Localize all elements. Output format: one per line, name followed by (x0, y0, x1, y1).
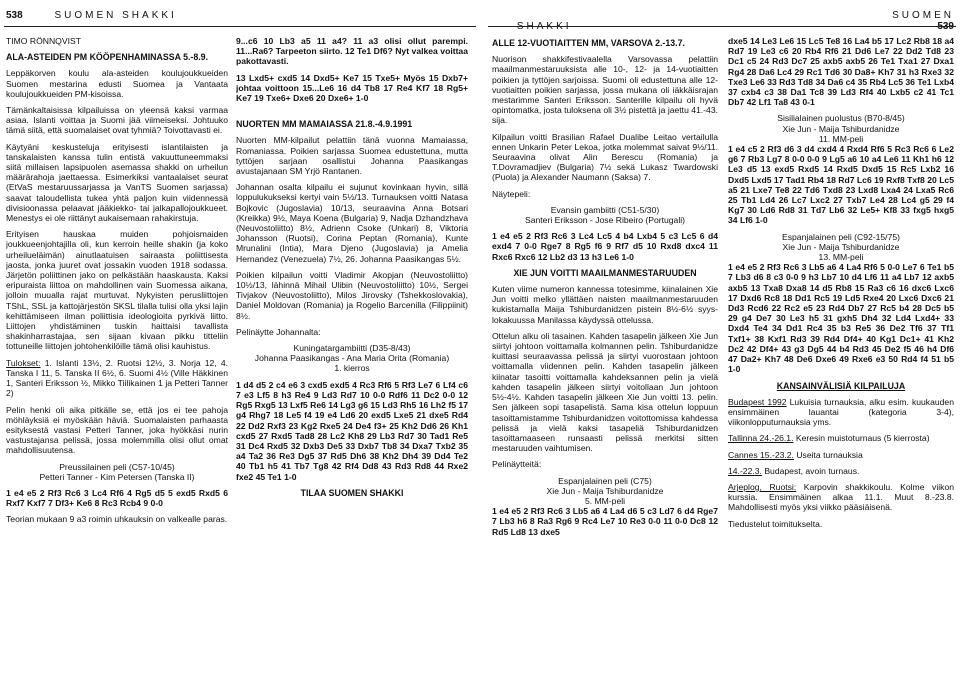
article-title: ALA-ASTEIDEN PM KÖÖPENHAMINASSA 5.-8.9. (6, 52, 209, 63)
paragraph: Leppäkorven koulu ala-asteiden koulujoukkueiden Suomen mestarina edusti Suomea ja Vantaata koulujoukkueiden PM-kisoissa. (6, 68, 228, 99)
game-title: Preussilainen peli (C57-10/45) (59, 461, 175, 472)
paragraph: Johannan osalta kilpailu ei sujunut kovinkaan hyvin, sillä loppulukukseksi kertyi vain 5½/13. Turnauksen voitti Natasa Bojkovic (Jugoslavia) 10/13, seuraavina Anna Botsari (Kreikka) 9½, Maya Koena (Bulgaria) 9, Nadja Dzhandzhava (Neuvostoliitto) 8½, Adrienn Csoke (Unkari) 8, Viktoria Johansson (Ruotsi), Corina Peptan (Romania), Kunte Mrunalini (Intia), Mara Djeno (Jugoslavia) ja Amelia Hernandez (Venezuela) 7½, 26. Johanna Paasikangas 5½. (236, 182, 468, 264)
game-round: 1. kierros (334, 363, 370, 374)
tournament-label: Tallinna 24.-26.1. (728, 433, 794, 444)
game-title: Espanjalainen peli (C92-15/75) (781, 231, 900, 242)
paragraph: Kilpailun voitti Brasilian Rafael Dualibe Leitao vertailulla ennen Unkarin Peter Lekoa, jotka molemmat saivat 9½/11. Seuraavina olivat Alin Berescu (Romania) ja T.Dovramadjiev (Bulgaria) 7½ sekä Lukasz Twardowski (Puola) ja Alexander Naumann (Saksa) 7. (492, 131, 718, 183)
game-players: Santeri Eriksson - Jose Ribeiro (Portugali) (525, 215, 685, 226)
tournament-text: Lukuisia turnauksia, alku esim. kuukauden ensimmäinen lauantai (kategoria 3-4), viikonlopputurnauksia yms. (728, 396, 954, 428)
annotation: Teorian mukaan 9 a3 roimin uhkauksin on valkealle paras. (6, 514, 228, 525)
game-round: 11. MM-peli (818, 133, 864, 144)
left-header-rule (4, 26, 476, 27)
right-header-rule (488, 26, 956, 27)
tournament-text: Budapest, avoin turnaus. (764, 465, 860, 476)
article-title: XIE JUN VOITTI MAAILMANMESTARUUDEN (513, 267, 697, 278)
results-label: Tulokset: (6, 357, 41, 368)
game-title: Kuningatargambiitti (D35-8/43) (293, 343, 411, 354)
column-1 (6, 36, 228, 696)
paragraph: Kuten viime numeron kannessa totesimme, kiinalainen Xie Jun voitti melko yllättäen naisten maailmanmestaruuden kukistamalla Maija Tshiburdanidzen pistein 8½-6½ syys-lokakuussa Manilassa käydyssä ottelussa. (492, 284, 718, 325)
game-players: Xie Jun - Maija Tshiburdanidze (782, 241, 900, 252)
right-running-title: SUOMEN (892, 10, 954, 21)
tournament-text: Karpovin shakkikoulu. Kolme viikon kurssia. Ensimmäinen alkaa 11.1. Muut 8.-23.8. Mahdollisesti myös yksi viikko pääsiäisenä. (728, 481, 954, 513)
game-round: 13. MM-peli (818, 252, 864, 263)
subscribe-footer: TILAA SUOMEN SHAKKI (300, 487, 404, 498)
game-players: Xie Jun - Maija Tshiburdanidze (782, 123, 900, 134)
tournament-label: 14.-22.3. (728, 465, 762, 476)
played-label: Pelinäytte Johannalta: (236, 326, 321, 337)
tournament-text: Useita turnauksia (796, 449, 863, 460)
article-title: NUORTEN MM MAMAIASSA 21.8.-4.9.1991 (236, 119, 413, 130)
column-3 (492, 36, 718, 696)
game-moves: 1 e4 e5 2 Rf3 Rc6 3 Lc4 Rf6 4 Rg5 d5 5 exd5 Rxd5 6 Rxf7 Kxf7 7 Df3+ Ke6 8 Rc3 Rcb4 9 0-0 (6, 487, 228, 509)
game-players: Xie Jun - Maija Tshiburdanidze (546, 485, 664, 496)
paragraph: Nuorten MM-kilpailut pelattiin tänä vuonna Mamaiassa, Romaniassa. Poikien sarjassa Suomea edustettuna, mutta tyttöjen sarjaan osallistui Johanna Paasikangas avustajanaan SM Yrjö Rantanen. (236, 135, 468, 177)
game-moves: 9...c6 10 Lb3 a5 11 a4? 11 a3 olisi ollut parempi. 11...Ra6? Tarpeeton siirto. 12 Te1 Df6? Nyt valkea voittaa pakottavasti. (236, 36, 468, 67)
tournament-label: Budapest 1992 (728, 396, 787, 407)
tournament-item (728, 466, 954, 476)
tournament-label: Arjeplog, Ruotsi: (728, 481, 797, 492)
paragraph: Poikien kilpailun voitti Vladimir Akopjan (Neuvostoliitto) 10½/13, lähinnä Mihail Ulibin (Neuvostoliitto) 10½, Sergei Tivjakov (Neuvostoliitto), Milos Jirovsky (Tshekkoslovakia), Daniel Moldovan (Romania) ja Rogelio Barcenilla (Filippiinit) 8½. (236, 269, 468, 321)
played-label: Pelinäytteitä: (492, 459, 542, 470)
game-moves: 1 e4 e5 2 Rf3 Rc6 3 Lc4 Lc5 4 b4 Lxb4 5 c3 Lc5 6 d4 exd4 7 0-0 Rge7 8 Rg5 f6 9 Rf7 d5 10 Rxd8 dxc4 11 Rxc6 Rxc6 12 Lb2 d3 13 h3 Le6 1-0 (492, 231, 718, 262)
article-title: ALLE 12-VUOTIAITTEN MM, VARSOVA 2.-13.7. (492, 38, 685, 48)
results-text: 1. Islanti 13½, 2. Ruotsi 12½, 3. Norja 12, 4. Tanska I 11, 5. Tanska II 6½, 6. Suomi 4½ (Ville Häkkinen 1, Santeri Eriksson ½, Mikko Tiilikainen 1 ja Petteri Tanner 2) (6, 357, 228, 399)
paragraph: Tämänkaltaisissa kilpailuissa on yleensä kaksi varmaa asiaa. Islanti voittaa ja Suomi jää viimeiseksi. Johtuuko tämä siitä, että suomalaiset ovat tyhmiä? Toivottavasti ei. (6, 105, 228, 136)
game-players: Petteri Tanner - Kim Petersen (Tanska II) (39, 471, 195, 482)
tournament-text: Keresin muistoturnaus (5 kierrosta) (795, 433, 930, 444)
game-moves: 13 Lxd5+ cxd5 14 Dxd5+ Ke7 15 Txe5+ Myös 15 Dxb7+ johtaa voittoon 15...Le6 16 d4 Tb8 17 Re4 Kf7 18 Rg5+ Ke7 19 Txe6+ Dxe6 20 Dxe6+ 1-0 (236, 72, 468, 104)
game-title: Evansin gambiitti (C51-5/30) (550, 204, 660, 215)
left-page-header (6, 10, 476, 24)
tournament-item (728, 482, 954, 513)
game-moves: 1 e4 e5 2 Rf3 Rc6 3 Lb5 a6 4 La4 d6 5 c3 Ld7 6 d4 Rge7 7 Lb3 h6 8 Ra3 Rg6 9 Rc4 Le7 10 Re3 0-0 11 0-0 Dc8 12 Rd5 Ld8 13 dxe5 (492, 506, 718, 537)
game-moves: 1 e4 c5 2 Rf3 d6 3 d4 cxd4 4 Rxd4 Rf6 5 Rc3 Rc6 6 Le2 g6 7 Rb3 Lg7 8 0-0 0-0 9 Lg5 a6 10 a4 Le6 11 Kh1 h6 12 Le3 d5 13 exd5 Rxd5 14 Rxd5 Dxd5 15 Rc5 Lxb2 16 Dxd5 Lxd5 17 Tad1 Rb4 18 Rd7 Lc6 19 Rxf8 Txf8 20 Lc5 a5 21 Lxe7 Te8 22 Td6 Txd8 23 Lxd8 Lxa4 24 Lxa5 Rc6 25 Tb1 Ld4 26 Lc7 Lxc2 27 Txb7 Le4 28 Lc4 g5 29 f4 Kg7 30 Ld6 Rd8 31 Td7 Lb6 32 Le5+ Kf8 33 fxg5 hxg5 34 Lf6 1-0 (728, 144, 954, 226)
article-author: TIMO RÖNNQVIST (6, 36, 81, 46)
game-players: Johanna Paasikangas - Ana Maria Orita (Romania) (254, 353, 450, 364)
paragraph: Nuorison shakkifestivaalella Varsovassa pelattiin maailmanmestaruuksista alle 10-, 12- ja 14-vuotiaitten poikien ja tyttöjen sarjoissa. Suomi oli edustettuna alle 12-vuotiaitten poikien sarjassa, jossa mukana oli iäkkäisrajan mestarimme Santeri Eriksson. Santerille kilpailu oli hyvä opintomatka, josta tuloksena oli 3½ pistettä ja jaettu 41.-43. sija. (492, 54, 718, 126)
game-moves: dxe5 14 Le3 Le6 15 Lc5 Te8 16 La4 b5 17 Lc2 Rb8 18 a4 Rd7 19 Le3 c6 20 Rb4 Rf6 21 Dd6 Le7 22 Dd2 Td8 23 Dc1 c5 24 Rd3 Dc7 25 axb5 axb5 26 Te1 Txa1 27 Dxa1 Rg4 28 Da6 Lc4 29 Rc1 Td6 30 Da8+ Kh7 31 h3 Rxe3 32 Txe3 Le6 33 Rd3 Td8 34 Da6 c4 35 Rb4 Lc5 36 Te1 Lxb4 37 cxb4 c3 38 Da1 Tc8 39 Ld3 Rf4 40 Lxb5 c2 41 Tc1 Db7 42 Lf1 Ta8 43 0-1 (728, 36, 954, 108)
results-paragraph (6, 358, 228, 399)
paragraph: Käytyäni keskusteluja erityisesti islantilaisten ja tanskalaisten kanssa tulin entistä vakuuttuneemmaksi siitä millaisen lapsipuolen asemassa shakki on urheilun määrärahoja jaettaessa. Esimerkiksi vantaalaiset seurat (EtVaS mestaruussarjassa ja VanTS Suomen sarjassa) saavat taloudellista tukea yhtä paljon kuin viidennessä divisioonassa pelaavat jääkiekko- tai jalkapallojoukkueet. Menestys ei ole riittänyt aukaisemaan rahakirstuja. (6, 141, 228, 224)
tournament-item (728, 450, 954, 460)
game-round: 5. MM-peli (584, 495, 626, 506)
column-2 (236, 36, 468, 696)
left-running-title: SUOMEN SHAKKI (54, 10, 177, 21)
right-page-header (490, 10, 954, 24)
tournament-item (728, 433, 954, 443)
left-page-number: 538 (6, 10, 23, 21)
game-moves: 1 d4 d5 2 c4 e6 3 cxd5 exd5 4 Rc3 Rf6 5 Rf3 Le7 6 Lf4 c6 7 e3 Lf5 8 h3 Re4 9 Ld3 Rd7 10 0-0 Rdf6 11 Dc2 0-0 12 Rg5 Rxg5 13 Lxf5 Re6 14 Lg3 g6 15 Ld3 Rh5 16 Lh2 f5 17 g4 Rhg7 18 Le5 f4 19 e4 Ld6 20 exd5 Lxe5 21 dxe5 Rd4 22 Dd2 Rxf3 23 Kg2 Rxe5 24 De4 f3+ 25 Kh2 Dd6 26 Kh1 cxd5 27 Rxd5 Tad8 28 Lc2 Kh8 29 Lb3 Rd7 30 Tad1 Re5 31 Dc4 Rxd5 32 Dxb3 De5 33 Dxb7 Tb8 34 Dxa7 Txb2 35 a4 Ta2 36 Re3 Dg5 37 Rd5 Dh6 38 Kh2 Dh4 39 Dd4 Te2 40 Tb1 h5 41 Tb7 Tg8 42 Rf4 Dd8 43 Rd3 Rd8 44 Rxe2 fxe2 45 Te1 1-0 (236, 379, 468, 482)
paragraph: Ottelun alku oli tasainen. Kahden tasapelin jälkeen Xie Jun siirtyi johtoon voittamalla kolmannen pelin. Tshiburdanidze kuittasi seuraavassa pelissä ja siirtyi vuorostaan johtoon voittamalla viidennen pelin. Kahden tasapelin jälkeen kiinatar tasoitti voittamalla kahdeksannen pelin ja vielä kahden tasapelin jälkeen siirtyi voitollaan Jun johtoon 5½-4½. Kahden tasapelin jälkeen Xie Jun voitti 13. pelin. Sen jälkeen sopi tasapelistä. Sama kisa ottelun loppuun tasoittamistamme Tshiburdanidzen voitottomissa kahdessa pelissä ja vielä kaksi tasapeliä Tshiburdanidzen tasoittamaaseen runsaasti pelissä merkitsi sitten mestaruuden vaihtumisen. (492, 330, 718, 454)
game-title: Sisilialainen puolustus (B70-8/45) (777, 113, 905, 124)
game-moves: 1 e4 e5 2 Rf3 Rc6 3 Lb5 a6 4 La4 Rf6 5 0-0 Le7 6 Te1 b5 7 Lb3 d6 8 c3 0-0 9 h3 Lb7 10 d4 Lf6 11 a4 Lb7 12 axb5 axb5 13 Txa8 Dxa8 14 d5 Rb8 15 Ra3 c6 16 dxc6 Lxc6 17 Dxd6 Rc8 18 Dd1 Rc5 19 Ld5 Rxe4 20 Lxc6 Dxc6 21 Dd3 Rcd6 22 Rc2 e5 23 Rd4 Db7 27 Rc5 b4 28 Dc5 b5 29 g4 De7 30 Le3 h5 31 gxh5 Dh4 32 Ld4 Lxd4+ 33 Dxd4 Te4 34 Dd1 Rc4 35 b3 Re5 36 De2 Tf6 37 Tf1 Txf1+ 38 Kxf1 Rd3 39 Rd4 Df4+ 40 Kg1 Dc1+ 41 Kh2 Dc2 42 Df4+ 43 g3 Dg5 44 b4 Rd3 45 De2 f5 46 h4 Df6 47 Da2+ Kh7 48 De6 Dxe6 49 Rxe6 e3 50 Rd4 f4 51 b5 1-0 (728, 262, 954, 375)
article-title: KANSAINVÄLISIÄ KILPAILUJA (776, 380, 906, 391)
paragraph: Pelin henki oli aika pitkälle se, että jos ei tee pahoja möhläyksiä ei myöskään häviä. Suomalaisten parhaasta esityksestä vastasi Petteri Tanner, joka hyökkäsi nurin vastustajansa pelissä, jossa molemmilla olisi ollut omat mahdollisuutensa. (6, 404, 228, 456)
game-title: Espanjalainen peli (C75) (558, 475, 652, 486)
tournament-label: Cannes 15.-23.2. (728, 449, 794, 460)
tournament-item (728, 397, 954, 428)
inquiries-note: Tiedustelut toimitukselta. (728, 518, 823, 529)
column-4 (728, 36, 954, 696)
paragraph: Erityisen hauskaa muiden pohjoismaiden joukkueenjohtajilla oli, kun kerroin heille shakin (ja koko urheilueläimän) ainutlaatuisen sairaasta poliittisesta jaosta, jonka juuret ovat jossakin vuoden 1918 sodassa. Järjetön poliittinen jako on pelkästään haaskausta. Kaksi eripuraista liittoa on mahdollinen vain Suomessa aikana, jolloin muualla rajat murtuvat. Nykyisten perusliittojen TShL, SSL ja kattojärjestön SKSL tilalla tulisi olla yksi lajin kehittämiseen ilman poliittisia ideologioita pyrkivä liitto. Liittojen yhdistäminen tuskin haittaisi tavallista shakinharrastajaa, sen sijaan kivaan pikku titteliin tottuneille liittojen johtohenkilöille tämä olisi kauhistus. (6, 229, 228, 352)
shown-label: Näytepeli: (492, 188, 531, 199)
